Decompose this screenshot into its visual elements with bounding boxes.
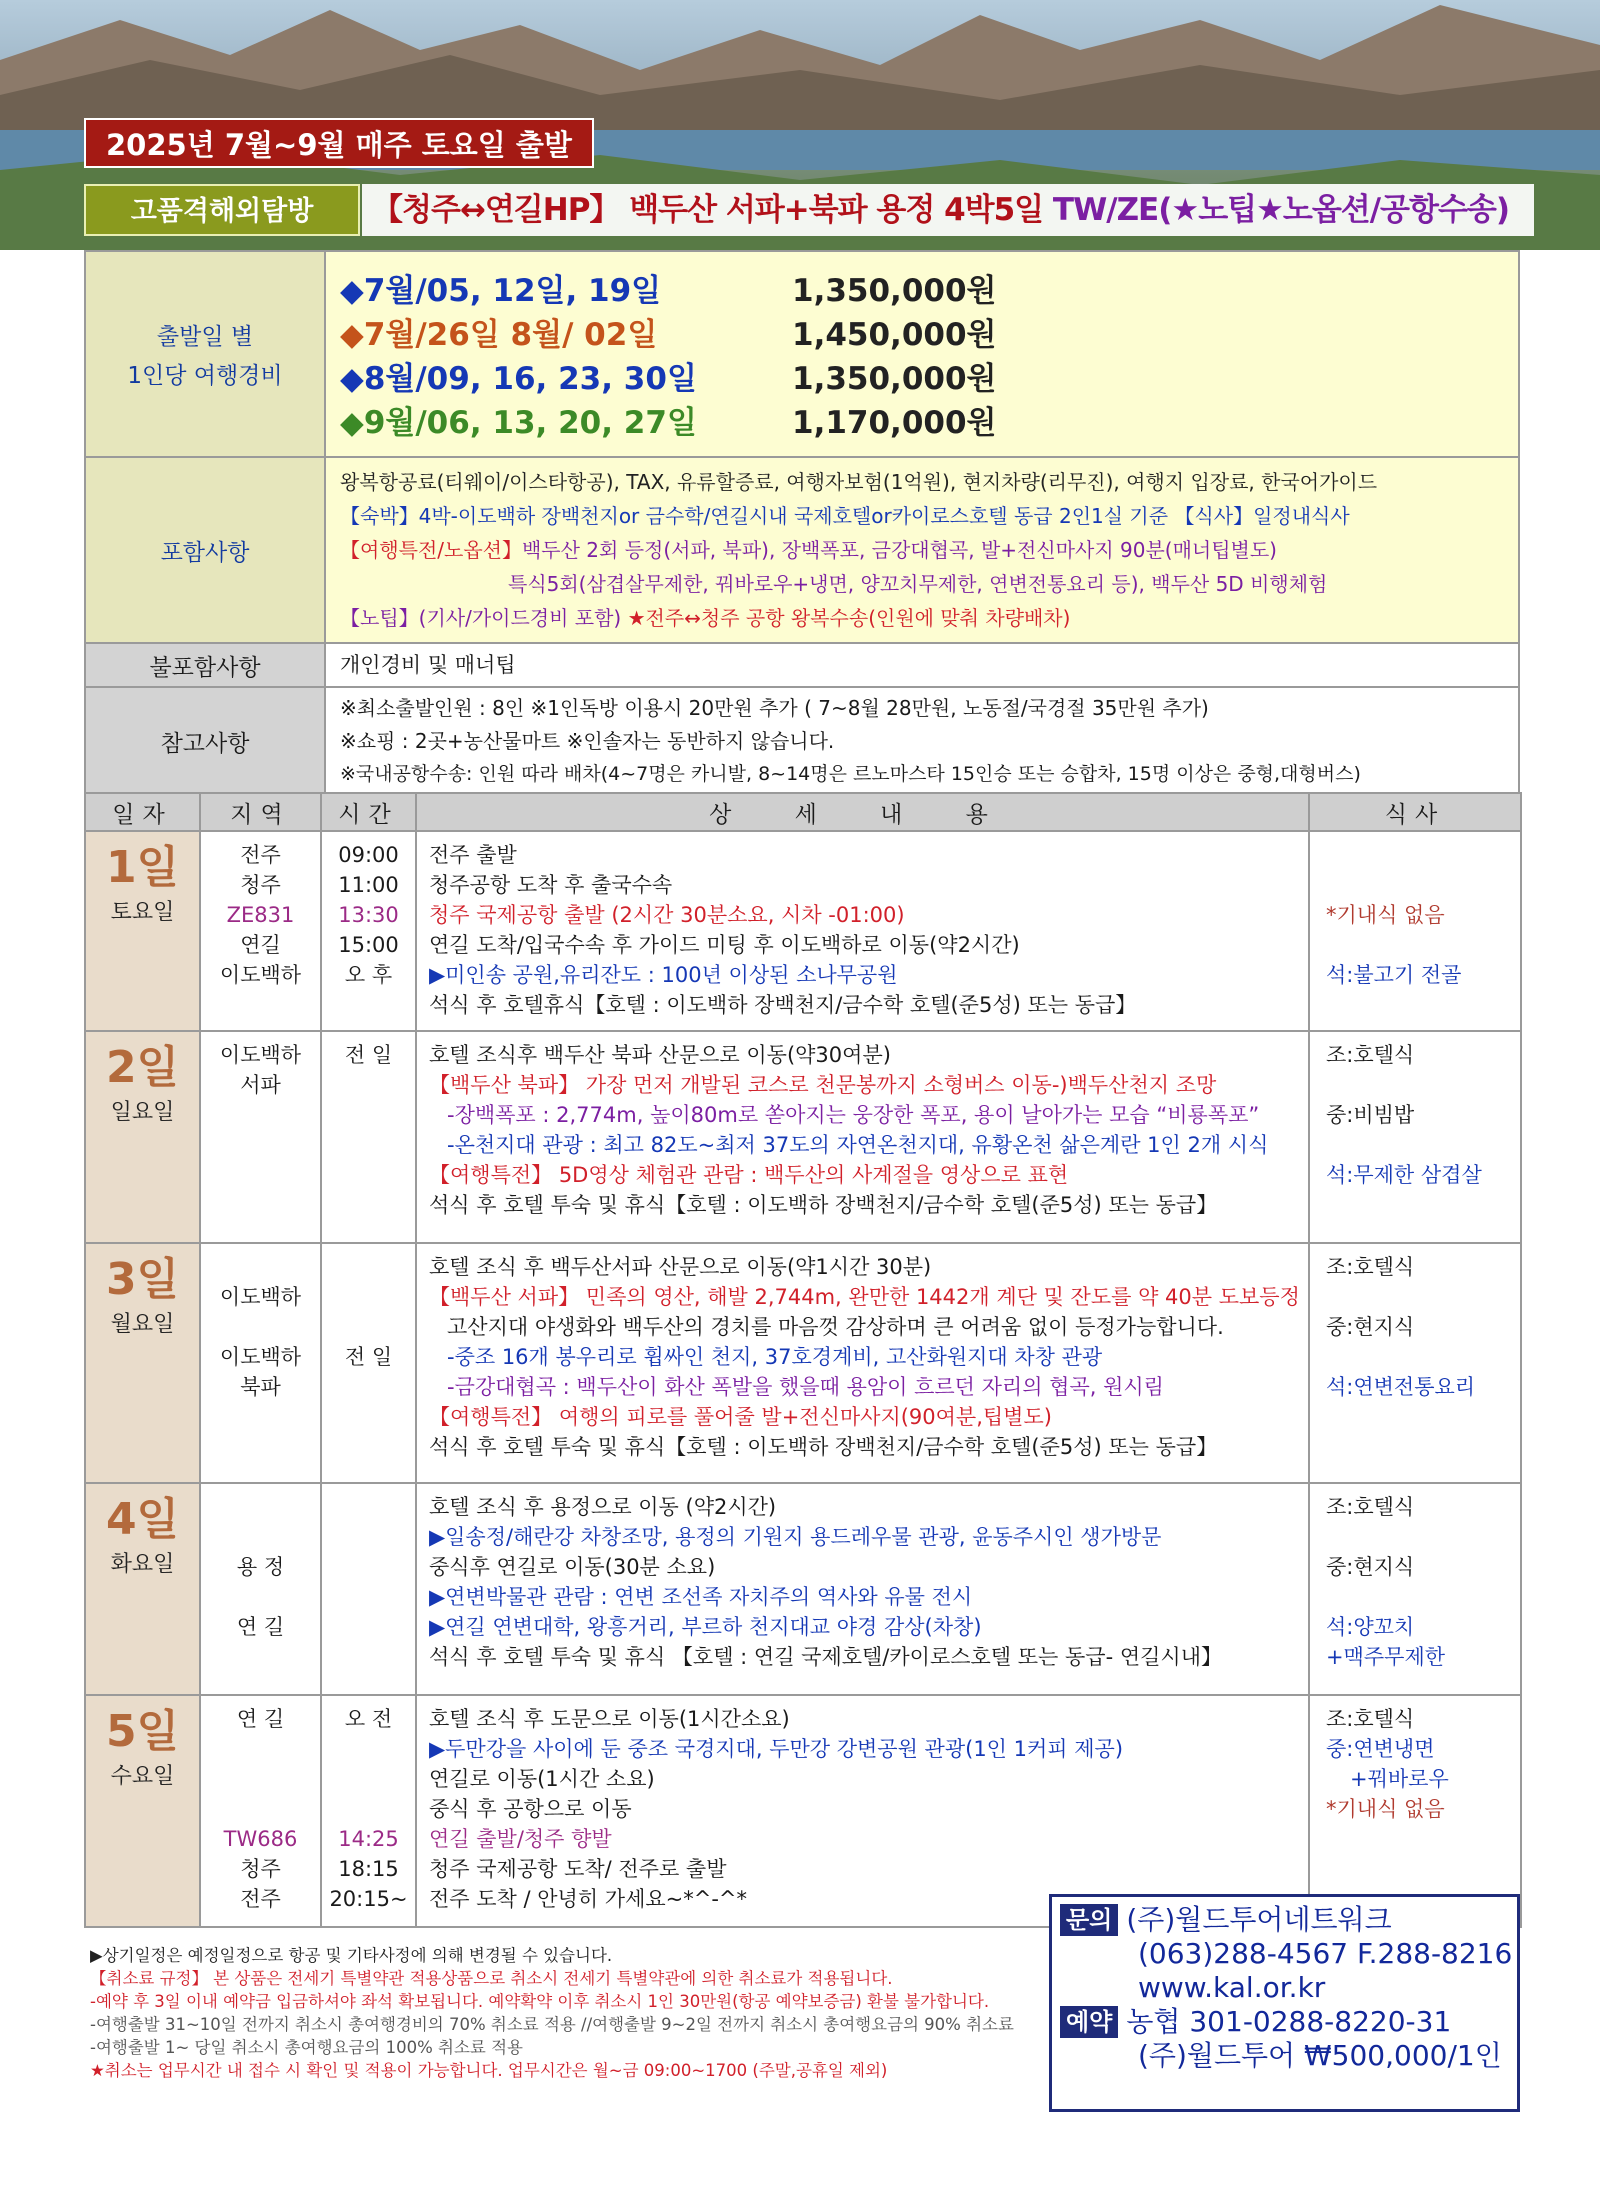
region-cell: 이도백하 이도백하 북파 — [200, 1243, 321, 1483]
col-meal: 식사 — [1309, 793, 1521, 831]
exclusion-row — [85, 643, 1519, 687]
brand-label: 고품격해외탐방 — [84, 184, 360, 236]
region-cell: 연 길 TW686 청주 전주 — [200, 1695, 321, 1927]
region-cell: 용 정 연 길 — [200, 1483, 321, 1695]
exclusion-value: 개인경비 및 매너팁 — [325, 643, 1519, 687]
price-item: ◆7월/26일 8월/ 02일 1,450,000원 — [340, 317, 997, 353]
col-region: 지역 — [200, 793, 321, 831]
price-list — [325, 251, 1519, 457]
inclusion-label: 포함사항 — [85, 457, 325, 643]
title-airline: TW/ZE — [1052, 192, 1159, 228]
day-cell: 3일 월요일 — [85, 1243, 200, 1483]
time-cell: 09:00 11:00 13:30 15:00 오 후 — [321, 831, 416, 1031]
price-row — [85, 251, 1519, 457]
day-cell: 4일 화요일 — [85, 1483, 200, 1695]
deposit-info: (주)월드투어 ₩500,000/1인 — [1138, 2039, 1502, 2072]
day-row — [85, 831, 1521, 1031]
title-main: 【청주↔연길HP】 백두산 서파+북파 용정 4박5일 — [372, 192, 1044, 228]
detail-cell: 전주 출발 청주공항 도착 후 출국수속 청주 국제공항 출발 (2시간 30분소요, 시차 -01:00) 연길 도착/입국수속 후 가이드 미팅 후 이도백하로 이동(약2시간) ▶미인송 공원,유리잔도 : 100년 이상된 소나무공원 석식 후 호텔휴식【호텔 : 이도백하 장백천지/금수학 호텔(준5성) 또는 동급】 — [416, 831, 1309, 1031]
inquiry-badge: 문의 — [1060, 1904, 1118, 1936]
detail-cell: 호텔 조식 후 백두산서파 산문으로 이동(약1시간 30분) 【백두산 서파】 민족의 영산, 해발 2,744m, 완만한 1442개 계단 및 잔도를 약 40분 도보등정 고산지대 야생화와 백두산의 경치를 마음껏 감상하며 큰 어려움 없이 등정가능합니다. -중조 16개 봉우리로 휩싸인 천지, 37호경계비, 고산화원지대 차창 관광 -금강대협곡 : 백두산이 화산 폭발을 했을때 용암이 흐르던 자리의 협곡, 원시림 【여행특전】 여행의 피로를 풀어줄 발+전신마사지(90여분,팁별도) 석식 후 호텔 투숙 및 휴식【호텔 : 이도백하 장백천지/금수학 호텔(준5성) 또는 동급】 — [416, 1243, 1309, 1483]
col-detail: 상 세 내 용 — [416, 793, 1309, 831]
time-cell — [321, 1483, 416, 1695]
meal-cell: 조:호텔식 중:비빔밥 석:무제한 삼겹살 — [1309, 1031, 1521, 1243]
region-cell: 전주 청주 ZE831 연길 이도백하 — [200, 831, 321, 1031]
time-cell: 전 일 — [321, 1031, 416, 1243]
reference-list: ※최소출발인원 : 8인 ※1인독방 이용시 20만원 추가 ( 7~8월 28만원, 노동절/국경절 35만원 추가) ※쇼핑 : 2곳+농산물마트 ※인솔자는 동반하지 않습니다. ※국내공항수송: 인원 따라 배차(4~7명은 카니발, 8~14명은 르노마스타 15인승 또는 승합차, 15명 이상은 중형,대형버스) — [325, 687, 1519, 796]
detail-cell: 호텔 조식 후 도문으로 이동(1시간소요) ▶두만강을 사이에 둔 중조 국경지대, 두만강 강변공원 관광(1인 1커피 제공) 연길로 이동(1시간 소요) 중식 후 공항으로 이동 연길 출발/청주 향발 청주 국제공항 도착/ 전주로 출발 전주 도착 / 안녕히 가세요~*^-^* — [416, 1695, 1309, 1927]
price-item: ◆9월/06, 13, 20, 27일 1,170,000원 — [340, 405, 997, 441]
time-cell: 전 일 — [321, 1243, 416, 1483]
inclusion-row — [85, 457, 1519, 643]
reservation-badge: 예약 — [1060, 2006, 1118, 2038]
title-tail: (★노팁★노옵션/공항수송) — [1158, 192, 1510, 228]
day-row — [85, 1695, 1521, 1927]
day-cell: 5일 수요일 — [85, 1695, 200, 1927]
day-row — [85, 1243, 1521, 1483]
price-item: ◆8월/09, 16, 23, 30일 1,350,000원 — [340, 361, 997, 397]
detail-cell: 호텔 조식 후 용정으로 이동 (약2시간) ▶일송정/해란강 차창조망, 용정의 기원지 용드레우물 관광, 윤동주시인 생가방문 중식후 연길로 이동(30분 소요) ▶연변박물관 관람 : 연변 조선족 자치주의 역사와 유물 전시 ▶연길 연변대학, 왕흥거리, 부르하 천지대교 야경 감상(차창) 석식 후 호텔 투숙 및 휴식 【호텔 : 연길 국제호텔/카이로스호텔 또는 동급- 연길시내】 — [416, 1483, 1309, 1695]
phone-number: (063)288-4567 F.288-8216 — [1138, 1937, 1513, 1970]
meal-cell: 조:호텔식 중:현지식 석:연변전통요리 — [1309, 1243, 1521, 1483]
time-cell: 오 전 14:25 18:15 20:15~ — [321, 1695, 416, 1927]
region-cell: 이도백하 서파 — [200, 1031, 321, 1243]
itinerary-table — [84, 792, 1522, 1928]
reference-label: 참고사항 — [85, 687, 325, 796]
price-label: 출발일 별 1인당 여행경비 — [85, 251, 325, 457]
header-banner — [0, 0, 1600, 250]
reference-row — [85, 687, 1519, 796]
cancellation-notes: ▶상기일정은 예정일정으로 항공 및 기타사정에 의해 변경될 수 있습니다. 【취소료 규정】 본 상품은 전세기 특별약관 적용상품으로 취소시 전세기 특별약관에 의한 취소료가 적용됩니다. -예약 후 3일 이내 예약금 입금하셔야 좌석 확보됩니다. 예약확약 이후 취소시 1인 30만원(항공 예약보증금) 환불 불가합니다. -여행출발 31~10일 전까지 취소시 총여행경비의 70% 취소료 적용 //여행출발 9~2일 전까지 취소시 총여행요금의 90% 취소료 -여행출발 1~ 당일 취소시 총여행요금의 100% 취소료 적용 ★취소는 업무시간 내 접수 시 확인 및 적용이 가능합니다. 업무시간은 월~금 09:00~1700 (주말,공휴일 제외) — [90, 1946, 1014, 2080]
inclusion-list: 왕복항공료(티웨이/이스타항공), TAX, 유류할증료, 여행자보험(1억원), 현지차량(리무진), 여행지 입장료, 한국어가이드 【숙박】4박-이도백하 장백천지or 금수학/연길시내 국제호텔or카이로스호텔 동급 2인1실 기준 【식사】일정내식사 【여행특전/노옵션】백두산 2회 등정(서파, 북파), 장백폭포, 금강대협곡, 발+전신마사지 90분(매너팁별도) 특식5회(삼겹살무제한, 꿔바로우+냉면, 양꼬치무제한, 연변전통요리 등), 백두산 5D 비행체험 【노팁】(기사/가이드경비 포함) ★전주↔청주 공항 왕복수송(인원에 맞춰 차량배차) — [325, 457, 1519, 643]
bank-account: 농협 301-0288-8220-31 — [1126, 2005, 1452, 2038]
info-table — [84, 250, 1520, 797]
day-cell: 1일 토요일 — [85, 831, 200, 1031]
day-row — [85, 1031, 1521, 1243]
meal-cell: 조:호텔식 중:현지식 석:양꼬치 +맥주무제한 — [1309, 1483, 1521, 1695]
contact-box — [1049, 1894, 1520, 2112]
day-row — [85, 1483, 1521, 1695]
company-name: (주)월드투어네트워크 — [1126, 1903, 1392, 1936]
itinerary-header — [85, 793, 1521, 831]
price-item: ◆7월/05, 12일, 19일 1,350,000원 — [340, 273, 997, 309]
departure-period-label: 2025년 7월~9월 매주 토요일 출발 — [84, 118, 594, 168]
col-time: 시간 — [321, 793, 416, 831]
meal-cell: 조:호텔식 중:연변냉면 +꿔바로우 *기내식 없음 — [1309, 1695, 1521, 1927]
tour-title — [362, 184, 1534, 236]
day-cell: 2일 일요일 — [85, 1031, 200, 1243]
detail-cell: 호텔 조식후 백두산 북파 산문으로 이동(약30여분) 【백두산 북파】 가장 먼저 개발된 코스로 천문봉까지 소형버스 이동-)백두산천지 조망 -장백폭포 : 2,774m, 높이80m로 쏟아지는 웅장한 폭포, 용이 날아가는 모습 “비룡폭포” -온천지대 관광 : 최고 82도~최저 37도의 자연온천지대, 유황온천 삶은계란 1인 2개 시식 【여행특전】 5D영상 체험관 관람 : 백두산의 사계절을 영상으로 표현 석식 후 호텔 투숙 및 휴식【호텔 : 이도백하 장백천지/금수학 호텔(준5성) 또는 동급】 — [416, 1031, 1309, 1243]
exclusion-label: 불포함사항 — [85, 643, 325, 687]
meal-cell: *기내식 없음 석:불고기 전골 — [1309, 831, 1521, 1031]
col-day: 일자 — [85, 793, 200, 831]
website-link[interactable]: www.kal.or.kr — [1138, 1971, 1326, 2004]
